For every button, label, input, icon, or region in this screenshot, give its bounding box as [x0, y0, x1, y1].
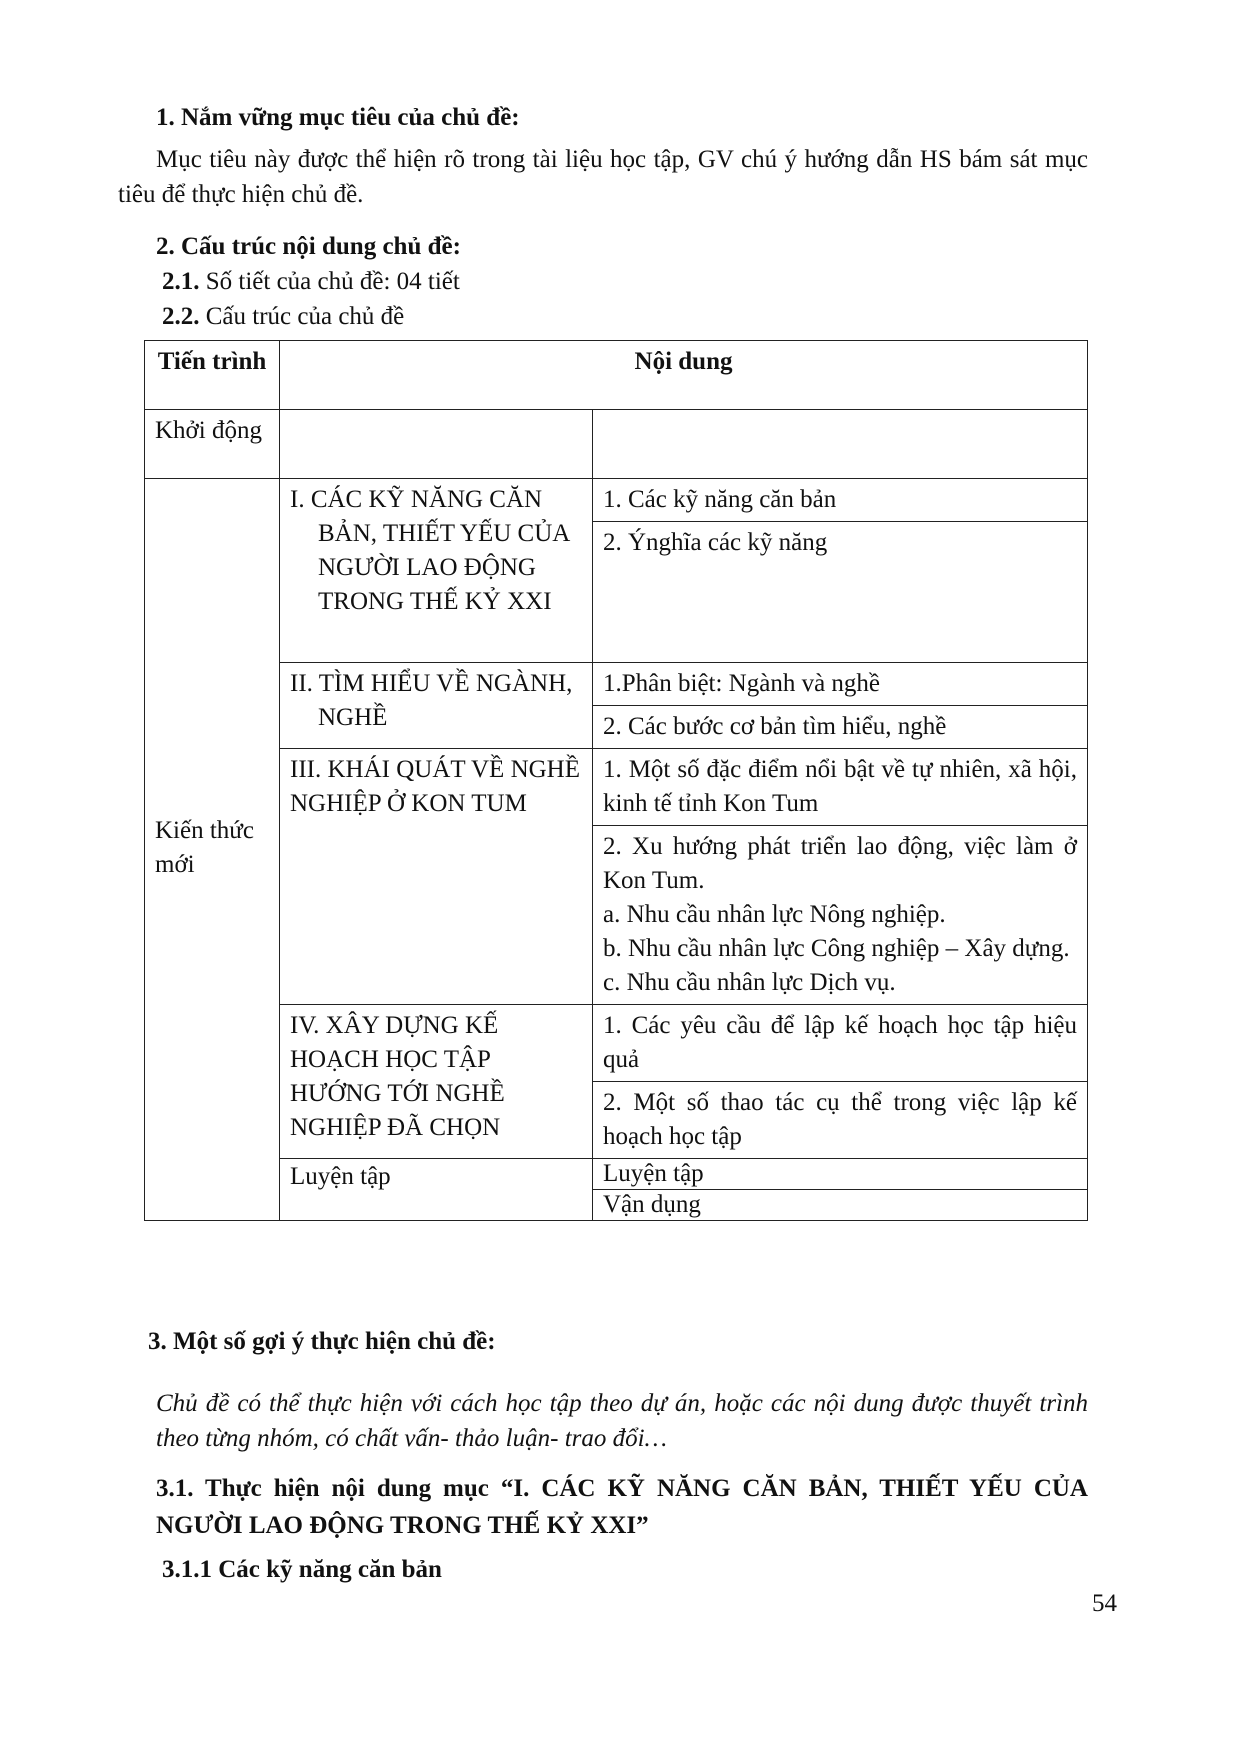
group-3-subitem-c: c. Nhu cầu nhân lực Dịch vụ. — [603, 969, 896, 996]
section-2-1 — [162, 268, 460, 296]
header-progress: Tiến trình — [145, 341, 280, 410]
cell-khoi-dong: Khởi động — [145, 410, 280, 479]
cell-luyen-tap: Luyện tập — [280, 1159, 593, 1221]
group-2-title: II. TÌM HIỂU VỀ NGÀNH, NGHỀ — [280, 663, 593, 749]
group-4-title: IV. XÂY DỰNG KẾ HOẠCH HỌC TẬP HƯỚNG TỚI NGHỀ NGHIỆP ĐÃ CHỌN — [280, 1005, 593, 1159]
page-number: 54 — [1092, 1590, 1117, 1617]
section-2-1-text: Số tiết của chủ đề: 04 tiết — [199, 268, 460, 295]
section-3-italic-paragraph: Chủ đề có thể thực hiện với cách học tập theo dự án, hoặc các nội dung được thuyết trình theo từng nhóm, có chất vấn- thảo luận- trao đổi… — [156, 1390, 1088, 1452]
section-1-paragraph: Mục tiêu này được thể hiện rõ trong tài liệu học tập, GV chú ý hướng dẫn HS bám sát mục tiêu để thực hiện chủ đề. — [118, 146, 1088, 208]
group-2-item-1: 1.Phân biệt: Ngành và nghề — [593, 663, 1088, 706]
section-2-2-number: 2.2. — [162, 303, 200, 330]
group-3-subitem-b: b. Nhu cầu nhân lực Công nghiệp – Xây dựng. — [603, 935, 1070, 962]
group-4-item-1: 1. Các yêu cầu để lập kế hoạch học tập hiệu quả — [593, 1005, 1088, 1082]
group-4-item-2: 2. Một số thao tác cụ thể trong việc lập kế hoạch học tập — [593, 1082, 1088, 1159]
table-row — [145, 749, 1088, 826]
section-3-1-1-heading: 3.1.1 Các kỹ năng căn bản — [162, 1556, 442, 1583]
table-header-row — [145, 341, 1088, 410]
practice-item-1: Luyện tập — [593, 1159, 1088, 1190]
section-2-1-number: 2.1. — [162, 268, 200, 295]
cell-empty — [280, 410, 593, 479]
table-row — [145, 479, 1088, 522]
table-row — [145, 663, 1088, 706]
section-3-heading: 3. Một số gợi ý thực hiện chủ đề: — [148, 1328, 496, 1355]
table-row — [145, 1005, 1088, 1082]
group-3-subitem-a: a. Nhu cầu nhân lực Nông nghiệp. — [603, 901, 946, 928]
table-row — [145, 1159, 1088, 1190]
group-1-item-1: 1. Các kỹ năng căn bản — [593, 479, 1088, 522]
section-2-2 — [162, 303, 404, 331]
section-1-heading: 1. Nắm vững mục tiêu của chủ đề: — [156, 104, 520, 131]
section-2-2-text: Cấu trúc của chủ đề — [199, 303, 405, 330]
header-content: Nội dung — [280, 341, 1088, 410]
group-1-item-2: 2. Ýnghĩa các kỹ năng — [593, 522, 1088, 663]
group-3-item-1: 1. Một số đặc điểm nổi bật về tự nhiên, xã hội, kinh tế tỉnh Kon Tum — [593, 749, 1088, 826]
group-3-item-2-text: 2. Xu hướng phát triển lao động, việc làm ở Kon Tum. — [603, 833, 1077, 894]
cell-kien-thuc-moi: Kiến thức mới — [145, 479, 280, 1221]
group-2-item-2: 2. Các bước cơ bản tìm hiểu, nghề — [593, 706, 1088, 749]
table-row-warmup — [145, 410, 1088, 479]
group-3-item-2 — [593, 826, 1088, 1005]
section-2-heading: 2. Cấu trúc nội dung chủ đề: — [156, 233, 461, 260]
practice-item-2: Vận dụng — [593, 1190, 1088, 1221]
cell-empty — [593, 410, 1088, 479]
group-1-title: I. CÁC KỸ NĂNG CĂN BẢN, THIẾT YẾU CỦA NGƯỜI LAO ĐỘNG TRONG THẾ KỶ XXI — [280, 479, 593, 663]
group-3-title: III. KHÁI QUÁT VỀ NGHỀ NGHIỆP Ở KON TUM — [280, 749, 593, 1005]
structure-table — [144, 340, 1088, 1221]
section-3-1-heading: 3.1. Thực hiện nội dung mục “I. CÁC KỸ NĂNG CĂN BẢN, THIẾT YẾU CỦA NGƯỜI LAO ĐỘNG TRONG THẾ KỶ XXI” — [156, 1475, 1088, 1539]
